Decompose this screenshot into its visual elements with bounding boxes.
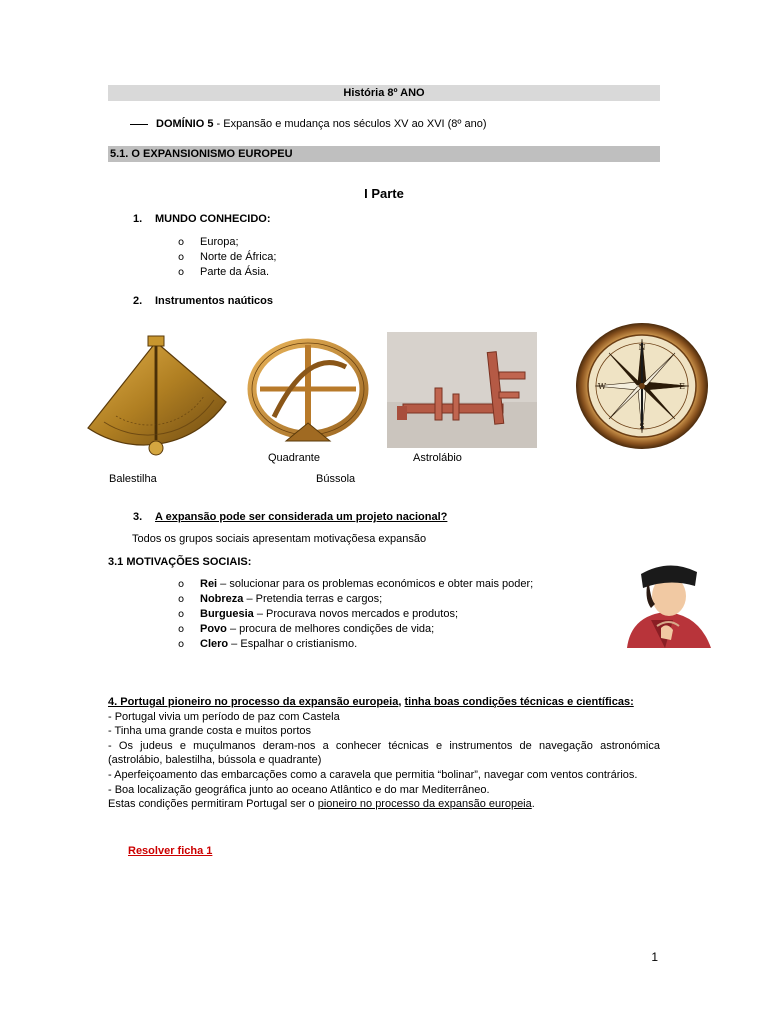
list-item-text: Europa; [200, 236, 239, 248]
part-title: I Parte [364, 186, 404, 201]
social-motivations-list [178, 577, 533, 652]
section-3-heading [133, 511, 447, 523]
condition-line: - Aperfeiçoamento das embarcações como a caravela que permitia “bolinar”, navegar com ventos contrários. [108, 768, 638, 781]
list-item [178, 592, 533, 607]
domain-line [130, 118, 487, 130]
motivation-term: Clero [200, 638, 229, 650]
section-2-number: 2. [133, 295, 143, 307]
section-3-number: 3. [133, 511, 143, 523]
section-4-heading-sep: , [398, 696, 405, 708]
motivation-term: Povo [200, 623, 227, 635]
known-world-list [178, 235, 276, 280]
compass-image [574, 321, 710, 451]
bullet-marker: o [178, 609, 185, 620]
list-item [178, 265, 276, 280]
condition-line: - Portugal vivia um período de paz com Castela [108, 710, 340, 723]
motivation-text: – Pretendia terras e cargos; [243, 593, 383, 605]
task-link-wrapper [128, 845, 212, 857]
list-item [178, 235, 276, 250]
condition-line: - Boa localização geográfica junto ao oceano Atlântico e do mar Mediterrâneo. [108, 783, 490, 796]
compass-west-label: W [597, 382, 607, 391]
dash-rule [130, 124, 148, 125]
section-3-title: A expansão pode ser considerada um projeto nacional? [155, 511, 448, 523]
list-item-text: Parte da Ásia. [200, 266, 270, 278]
section-heading: 5.1. O EXPANSIONISMO EUROPEU [108, 146, 660, 162]
bullet-marker: o [178, 579, 185, 590]
domain-label: DOMÍNIO 5 [156, 118, 214, 130]
motivation-term: Nobreza [200, 593, 244, 605]
section-1-heading [133, 213, 271, 225]
quadrante-image [246, 337, 370, 449]
bullet-marker: o [178, 624, 185, 635]
bullet-marker: o [178, 639, 185, 650]
section-4-heading-b: tinha boas condições técnicas e científicas: [404, 696, 634, 708]
caption-balestilha: Balestilha [109, 473, 157, 485]
caption-quadrante: Quadrante [268, 452, 320, 464]
conclusion-line [108, 797, 660, 812]
section-4-heading [108, 695, 660, 710]
astrolabio-image [387, 332, 537, 448]
compass-east-label: E [679, 382, 685, 391]
compass-south-label: S [639, 422, 645, 431]
list-item-text: Norte de África; [200, 251, 277, 263]
caption-astrolabio: Astrolábio [413, 452, 462, 464]
document-header: História 8º ANO [108, 85, 660, 101]
motivation-term: Burguesia [200, 608, 254, 620]
section-3-intro: Todos os grupos sociais apresentam motivaçõesa expansão [132, 533, 427, 545]
resolver-ficha-link[interactable]: Resolver ficha 1 [128, 845, 213, 857]
bullet-marker: o [178, 267, 185, 278]
section-1-number: 1. [133, 213, 143, 225]
conclusion-highlight: pioneiro no processo da expansão europeia [317, 798, 532, 811]
compass-north-label: N [638, 343, 646, 352]
section-1-title: MUNDO CONHECIDO: [155, 213, 271, 225]
section-2-heading [133, 295, 273, 307]
bullet-marker: o [178, 237, 185, 248]
balestilha-image [86, 330, 231, 460]
list-item [178, 607, 533, 622]
list-item [178, 250, 276, 265]
list-item [178, 622, 533, 637]
section-4 [108, 695, 660, 812]
condition-line: - Os judeus e muçulmanos deram-nos a conhecer técnicas e instrumentos de navegação astronómica (astrolábio, balestilha, bússola e quadrante) [108, 739, 660, 767]
motivation-text: – procura de melhores condições de vida; [226, 623, 435, 635]
motivation-term: Rei [200, 578, 218, 590]
list-item [178, 637, 533, 652]
portrait-image [621, 560, 713, 648]
motivation-text: – Procurava novos mercados e produtos; [253, 608, 459, 620]
bullet-marker: o [178, 594, 185, 605]
section-2-title: Instrumentos naúticos [155, 295, 273, 307]
section-3-1-heading: 3.1 MOTIVAÇÕES SOCIAIS: [108, 556, 252, 568]
condition-line: - Tinha uma grande costa e muitos portos [108, 725, 311, 738]
section-4-heading-a: 4. Portugal pioneiro no processo da expansão europeia [108, 696, 399, 708]
conclusion-end: . [531, 798, 535, 811]
motivation-text: – solucionar para os problemas económicos e obter mais poder; [217, 578, 534, 590]
list-item [178, 577, 533, 592]
caption-bussola: Bússola [316, 473, 356, 485]
domain-text: - Expansão e mudança nos séculos XV ao XVI (8º ano) [213, 118, 487, 130]
page-number: 1 [651, 950, 658, 964]
motivation-text: – Espalhar o cristianismo. [228, 638, 358, 650]
bullet-marker: o [178, 252, 185, 263]
conclusion-text: Estas condições permitiram Portugal ser o [108, 798, 318, 811]
